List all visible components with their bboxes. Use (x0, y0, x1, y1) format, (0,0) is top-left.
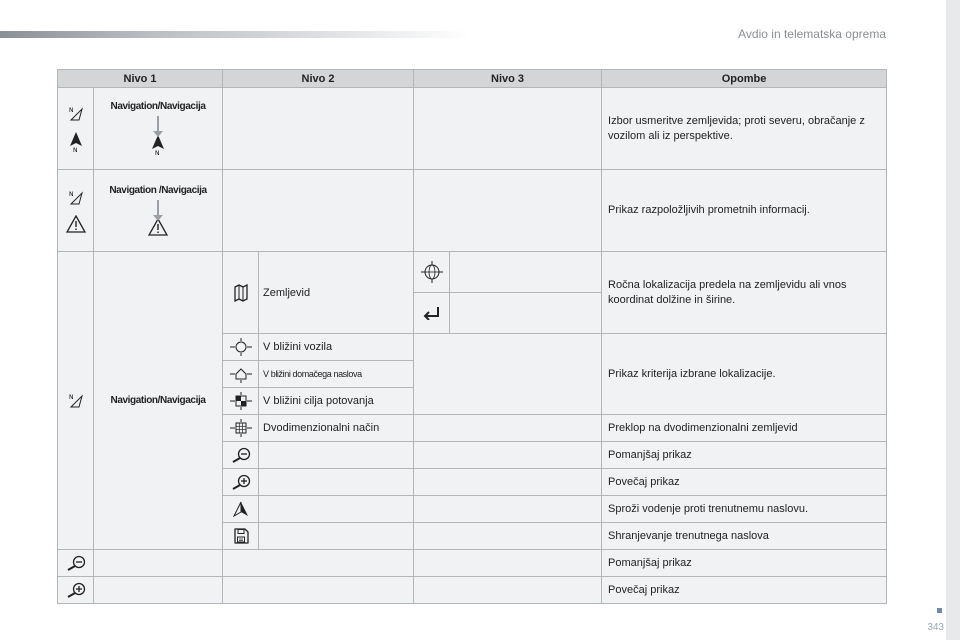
nav-label: Navigation/Navigacija (110, 395, 206, 406)
arrow-down-icon (157, 200, 159, 216)
guidance-arrow-icon (233, 501, 249, 517)
zoom-in-icon (231, 474, 251, 490)
note-criteria: Prikaz kriterija izbrane lokalizacije. (602, 334, 887, 415)
header-level-2: Nivo 2 (223, 70, 414, 88)
table-row (58, 252, 887, 293)
level2-near-home: V bližini domačega naslova (259, 361, 414, 388)
navigation-icon (67, 392, 85, 410)
note-two-d: Preklop na dvodimenzionalni zemljevid (602, 415, 887, 442)
north-arrow-icon (149, 134, 167, 156)
level2-map: Zemljevid (259, 252, 414, 334)
zoom-out-icon (231, 447, 251, 463)
zoom-in-icon (66, 582, 86, 598)
near-home-icon (230, 365, 252, 383)
navigation-icon (67, 189, 85, 207)
near-vehicle-icon (230, 338, 252, 356)
level2-two-d: Dvodimenzionalni način (259, 415, 414, 442)
header-notes: Opombe (602, 70, 887, 88)
right-margin-bar (946, 0, 960, 640)
note-localization: Ročna lokalizacija predela na zemljevidu ali vnos koordinat dolžine in širine. (602, 252, 887, 334)
svg-text:N: N (68, 393, 73, 401)
page-number: 343 (927, 622, 944, 633)
page-marker (937, 608, 942, 613)
note-orientation: Izbor usmeritve zemljevida; proti severu, obračanje z vozilom ali iz perspektive. (602, 88, 887, 170)
svg-text:N: N (155, 150, 160, 156)
note-zoom-out-2: Pomanjšaj prikaz (602, 550, 887, 577)
level2-near-vehicle: V bližini vozila (259, 334, 414, 361)
warning-triangle-icon (66, 215, 86, 233)
note-traffic: Prikaz razpoložljivih prometnih informacij. (602, 170, 887, 252)
navigation-menu-table (57, 69, 887, 604)
note-save: Shranjevanje trenutnega naslova (602, 523, 887, 550)
header-level-1: Nivo 1 (58, 70, 223, 88)
note-zoom-in: Povečaj prikaz (602, 469, 887, 496)
header-decorative-bar (0, 31, 470, 38)
globe-crosshair-icon (421, 261, 443, 283)
header-level-3: Nivo 3 (414, 70, 602, 88)
north-arrow-icon (67, 131, 85, 153)
table-header-row (58, 70, 887, 88)
note-guide: Sproži vodenje proti trenutnemu naslovu. (602, 496, 887, 523)
zoom-out-icon (66, 555, 86, 571)
svg-text:N: N (72, 146, 77, 153)
navigation-icon (67, 105, 85, 123)
page-header-title: Avdio in telematska oprema (738, 27, 886, 41)
note-zoom-out: Pomanjšaj prikaz (602, 442, 887, 469)
arrow-down-icon (157, 116, 159, 132)
svg-text:N: N (68, 190, 73, 198)
near-destination-icon (230, 392, 252, 410)
save-disk-icon (233, 528, 249, 544)
table-row (58, 88, 887, 170)
table-row (58, 577, 887, 604)
enter-return-icon (423, 306, 441, 320)
two-d-grid-icon (230, 419, 252, 437)
nav-label: Navigation/Navigacija (110, 101, 206, 112)
table-row (58, 550, 887, 577)
level2-near-destination: V bližini cilja potovanja (259, 388, 414, 415)
svg-text:N: N (68, 106, 73, 114)
note-zoom-in-2: Povečaj prikaz (602, 577, 887, 604)
map-icon (233, 284, 249, 302)
table-row (58, 170, 887, 252)
nav-label: Navigation /Navigacija (109, 185, 207, 196)
